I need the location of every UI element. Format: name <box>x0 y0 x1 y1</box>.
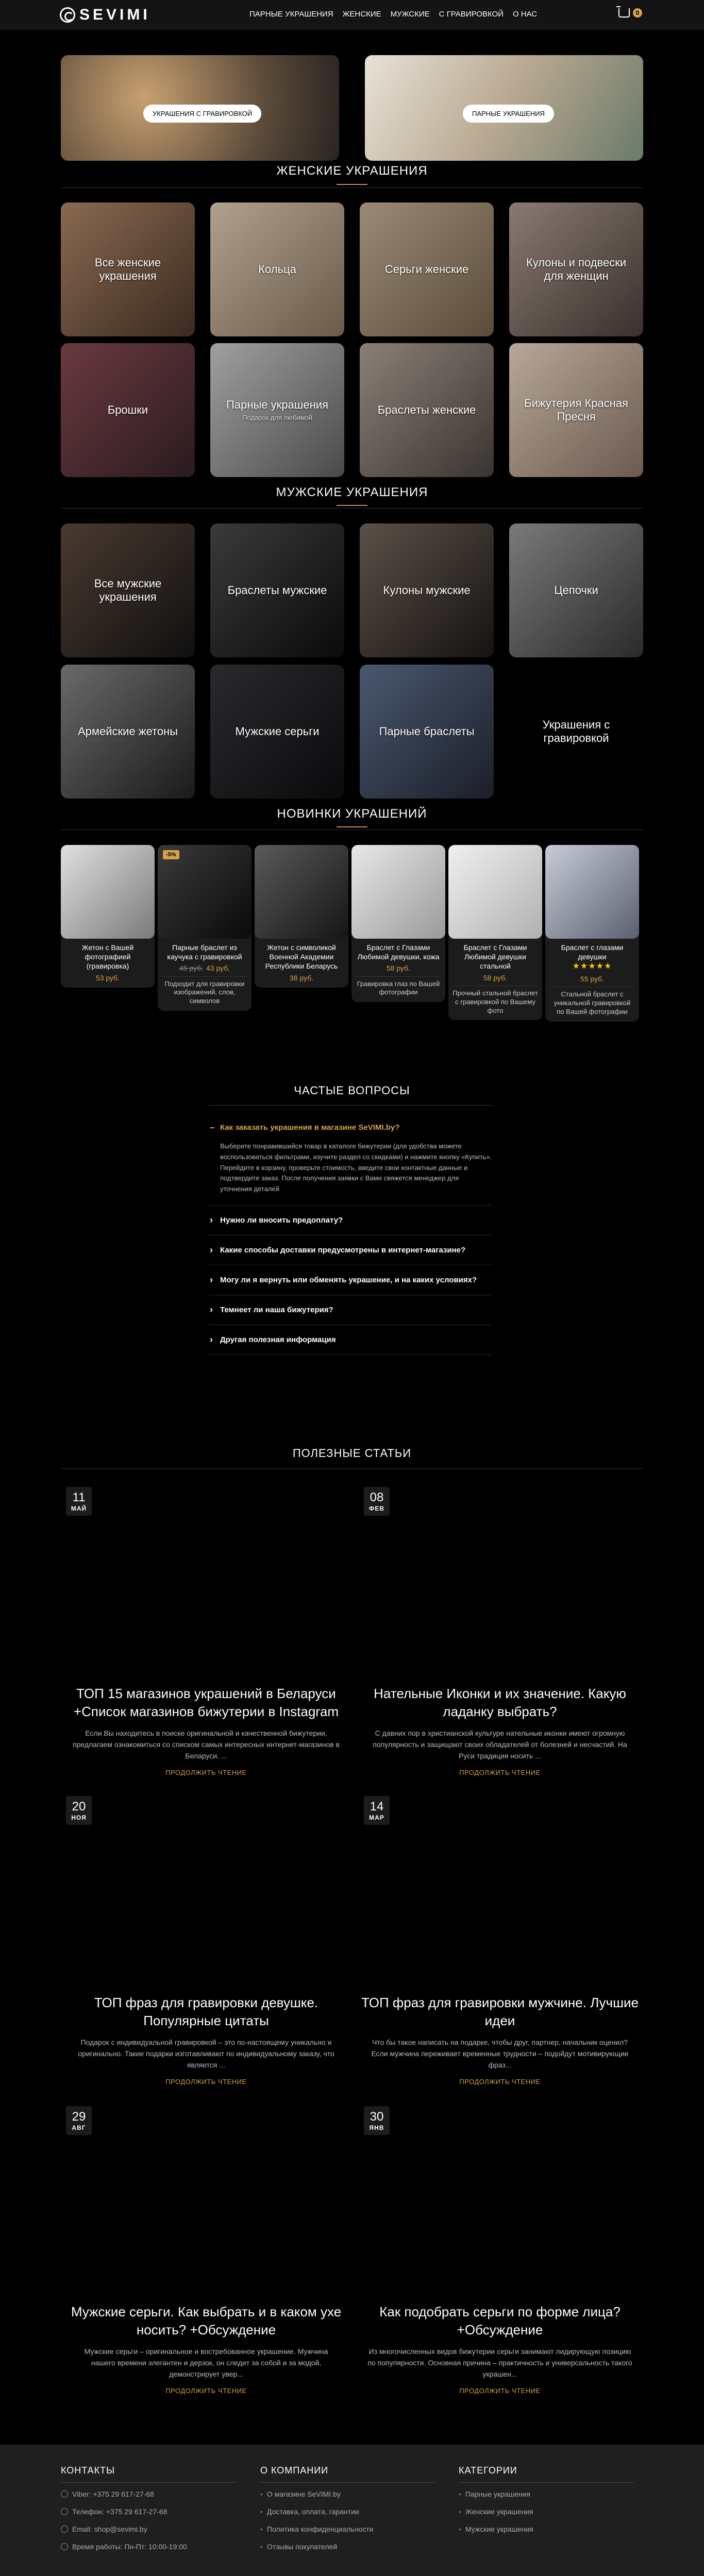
cart-icon <box>618 8 630 18</box>
product-card[interactable] <box>545 845 639 1022</box>
date-badge <box>364 1796 390 1825</box>
product-image[interactable] <box>351 845 445 939</box>
tile-women-all[interactable] <box>61 202 195 336</box>
faq-item[interactable] <box>209 1295 492 1325</box>
date-month: НОЯ <box>71 1814 87 1821</box>
date-day: 08 <box>370 1490 384 1504</box>
tile-army-tags[interactable] <box>61 665 195 799</box>
date-month: МАР <box>369 1814 384 1821</box>
article-excerpt: Подарок с индивидуальной гравировкой – это по-настоящему уникально и оригинально. Такие подарки изготавливают по индивидуальному заказу, что является ... <box>78 2038 334 2069</box>
product-name[interactable]: Браслет с Глазами Любимой девушки стальной <box>463 943 527 971</box>
faq-item[interactable] <box>209 1235 492 1265</box>
footer-categories-title: КАТЕГОРИИ <box>459 2465 634 2483</box>
date-day: 14 <box>370 1800 384 1814</box>
article-title[interactable]: ТОП 15 магазинов украшений в Беларуси +Список магазинов бижутерии в Instagram <box>73 1686 339 1720</box>
tile-engraved-jewelry[interactable] <box>509 665 643 799</box>
title-accent <box>337 505 367 506</box>
date-month: МАЙ <box>71 1505 87 1512</box>
logo-icon <box>60 7 75 23</box>
footer-viber[interactable]: Viber: +375 29 617-27-68 <box>72 2490 154 2498</box>
product-card[interactable] <box>351 845 445 1002</box>
product-price: 58 руб. <box>386 964 411 973</box>
product-price: 43 руб. <box>206 964 230 973</box>
nav-item-about[interactable]: О НАС <box>512 10 538 19</box>
tile-bracelets-men[interactable] <box>210 523 344 657</box>
bullet-icon: • <box>260 2490 263 2498</box>
nav-item-men[interactable]: МУЖСКИЕ <box>390 10 430 19</box>
banner-pair[interactable] <box>365 55 643 161</box>
article-title[interactable]: Как подобрать серьги по форме лица? +Обсуждение <box>379 2304 621 2338</box>
faq-item[interactable] <box>209 1325 492 1355</box>
tile-label: Парные украшения <box>226 398 328 411</box>
article-card <box>62 1685 350 1776</box>
product-card[interactable] <box>61 845 155 988</box>
article-title[interactable]: Нательные Иконки и их значение. Какую ладанку выбрать? <box>374 1686 626 1720</box>
date-day: 29 <box>72 2110 86 2124</box>
read-more-link[interactable]: ПРОДОЛЖИТЬ ЧТЕНИЕ <box>165 1769 247 1777</box>
divider <box>61 508 643 509</box>
date-month: ЯНВ <box>369 2124 384 2131</box>
tile-label: Серьги женские <box>384 262 469 276</box>
article-card <box>356 1994 644 2086</box>
site-header <box>0 0 704 30</box>
banner-pair-button[interactable]: ПАРНЫЕ УКРАШЕНИЯ <box>463 105 554 123</box>
tile-label: Мужские серьги <box>235 724 320 738</box>
tile-label: Кулоны и подвески для женщин <box>526 256 627 282</box>
tile-earrings-men[interactable] <box>210 665 344 799</box>
footer-contacts <box>61 2465 236 2560</box>
faq-question[interactable]: Темнеет ли наша бижутерия? <box>220 1305 333 1314</box>
date-day: 11 <box>72 1490 86 1504</box>
divider <box>61 1468 643 1469</box>
viber-icon <box>61 2490 68 2498</box>
tile-label: Украшения с гравировкой <box>542 718 610 744</box>
product-name[interactable]: Жетон с Вашей фотографией (гравировка) <box>81 943 134 971</box>
tile-rings[interactable] <box>210 202 344 336</box>
date-badge <box>364 1487 390 1516</box>
tile-pendants-women[interactable] <box>509 202 643 336</box>
faq-question[interactable]: Какие способы доставки предусмотрены в интернет-магазине? <box>220 1245 466 1255</box>
date-badge <box>66 1487 92 1516</box>
faq-list <box>209 1113 492 1355</box>
faq-item-open[interactable] <box>209 1113 492 1206</box>
title-accent <box>337 826 367 827</box>
clock-icon <box>61 2543 68 2550</box>
product-description: Гравировка глаз по Вашей фотографии <box>356 976 441 997</box>
faq-answer: Выберите понравившийся товар в каталоге бижутерии (для удобства можете воспользоваться фильтрами, изучите раздел со скидками) и нажмите кнопку «Купить». Перейдите в корзину, проверьте стоимость, введите свои контактные данные и подтвердите заказ. После получения заявки с Вами свяжется менеджер для уточнения деталей <box>220 1142 492 1193</box>
product-image[interactable] <box>61 845 155 939</box>
date-badge <box>66 2106 92 2135</box>
product-image[interactable] <box>448 845 542 939</box>
tile-label: Все женские украшения <box>94 256 161 282</box>
footer-link[interactable]: Мужские украшения <box>465 2525 533 2533</box>
tile-label: Браслеты женские <box>377 403 476 416</box>
read-more-link[interactable]: ПРОДОЛЖИТЬ ЧТЕНИЕ <box>459 1769 541 1777</box>
date-month: АВГ <box>72 2124 86 2131</box>
nav-item-engraving[interactable]: С ГРАВИРОВКОЙ <box>439 10 504 19</box>
faq-question[interactable]: Другая полезная информация <box>220 1335 336 1344</box>
article-excerpt: С давних пор в христианской культуре нательные иконки имеют огромную популярность и защищают своих обладателей от болезней и несчастий. На Руси традиция носить ... <box>373 1729 627 1760</box>
main-nav <box>249 10 537 19</box>
product-price: 53 руб. <box>95 973 120 982</box>
men-section-title: МУЖСКИЕ УКРАШЕНИЯ <box>276 485 428 499</box>
logo-text: SEVIMI <box>79 6 150 23</box>
date-day: 30 <box>370 2110 384 2124</box>
article-card <box>356 1685 644 1776</box>
cart-count-badge: 0 <box>633 8 642 18</box>
footer-about <box>260 2465 435 2560</box>
sale-badge: -5% <box>163 850 179 859</box>
article-title[interactable]: ТОП фраз для гравировки девушке. Популярные цитаты <box>94 1995 319 2029</box>
product-price: 58 руб. <box>483 973 508 982</box>
footer-phone[interactable]: Телефон: +375 29 617-27-68 <box>72 2507 167 2516</box>
article-excerpt: Что бы такое написать на подарке, чтобы друг, партнер, начальник оценил? Если мужчина переживает временные трудности – подойдут мотивирующие фраз... <box>371 2038 629 2069</box>
bullet-icon: • <box>260 2543 263 2551</box>
tile-label: Цепочки <box>554 583 598 597</box>
tile-label: Брошки <box>107 403 148 416</box>
tile-label: Армейские жетоны <box>77 724 178 738</box>
tile-pendants-men[interactable] <box>360 523 494 657</box>
faq-question[interactable]: Могу ли я вернуть или обменять украшение, и на каких условиях? <box>220 1275 477 1284</box>
read-more-link[interactable]: ПРОДОЛЖИТЬ ЧТЕНИЕ <box>459 2078 541 2086</box>
logo[interactable] <box>60 6 150 24</box>
date-badge <box>66 1796 92 1825</box>
footer-about-title: О КОМПАНИИ <box>260 2465 435 2483</box>
phone-icon <box>61 2508 68 2515</box>
product-name[interactable]: Жетон с символикой Военной Академии Республики Беларусь <box>265 943 338 971</box>
footer-categories <box>459 2465 634 2543</box>
divider <box>61 829 643 830</box>
tile-chains[interactable] <box>509 523 643 657</box>
faq-question[interactable]: – Как заказать украшения в магазине SeVIMI.by? <box>220 1123 400 1132</box>
tile-label: Кольца <box>258 262 296 276</box>
product-name[interactable]: Браслет с глазами девушки <box>561 943 624 961</box>
nav-item-pair[interactable]: ПАРНЫЕ УКРАШЕНИЯ <box>249 10 333 19</box>
email-icon <box>61 2526 68 2533</box>
product-card[interactable] <box>255 845 348 988</box>
product-image[interactable] <box>545 845 639 939</box>
banner-engraving[interactable] <box>61 55 339 161</box>
product-old-price: 45 руб. <box>179 964 203 973</box>
tile-label: Бижутерия Красная Пресня <box>524 396 628 423</box>
tile-sublabel: Подарок для любимой <box>242 414 313 422</box>
product-card[interactable] <box>158 845 252 1011</box>
divider <box>209 1105 492 1106</box>
tile-brooches[interactable] <box>61 343 195 477</box>
footer-email[interactable]: Email: shop@sevimi.by <box>72 2525 147 2533</box>
new-section-title: НОВИНКИ УКРАШЕНИЙ <box>277 807 427 821</box>
read-more-link[interactable]: ПРОДОЛЖИТЬ ЧТЕНИЕ <box>459 2387 541 2395</box>
bullet-icon: • <box>260 2525 263 2533</box>
bullet-icon: • <box>459 2490 461 2498</box>
rating-stars: ★★★★★ <box>572 962 612 971</box>
read-more-link[interactable]: ПРОДОЛЖИТЬ ЧТЕНИЕ <box>165 2387 247 2395</box>
tile-label: Парные браслеты <box>379 724 475 738</box>
bullet-icon: • <box>459 2507 461 2516</box>
nav-item-women[interactable]: ЖЕНСКИЕ <box>342 10 381 19</box>
product-description: Подходит для гравировки изображений, слов, символов <box>162 976 247 1006</box>
tile-earrings-women[interactable] <box>360 202 494 336</box>
footer-link[interactable]: Парные украшения <box>465 2490 530 2498</box>
article-card <box>62 2303 350 2395</box>
read-more-link[interactable]: ПРОДОЛЖИТЬ ЧТЕНИЕ <box>165 2078 247 2086</box>
bullet-icon: • <box>260 2507 263 2516</box>
article-card <box>356 2303 644 2395</box>
product-price: 55 руб. <box>580 975 605 984</box>
tile-men-all[interactable] <box>61 523 195 657</box>
date-badge <box>364 2106 390 2135</box>
product-price: 38 руб. <box>289 973 314 982</box>
tile-krasnaya-presnya[interactable] <box>509 343 643 477</box>
footer-link[interactable]: Политика конфиденциальности <box>266 2525 374 2533</box>
women-section-title: ЖЕНСКИЕ УКРАШЕНИЯ <box>276 164 428 178</box>
faq-item[interactable] <box>209 1206 492 1235</box>
cart-button[interactable] <box>618 8 642 18</box>
tile-pair-jewelry[interactable] <box>210 343 344 477</box>
tile-bracelets-women[interactable] <box>360 343 494 477</box>
product-description: Стальной браслет с уникальной гравировкой по Вашей фотографии <box>549 987 635 1016</box>
tile-label: Все мужские украшения <box>94 577 162 603</box>
article-excerpt: Из многочисленных видов бижутерии серьги занимают лидирующую позицию по популярности. Основная причина – практичность и универсальность такого украшен... <box>367 2347 632 2378</box>
product-card[interactable] <box>448 845 542 1020</box>
tile-label: Браслеты мужские <box>227 583 327 597</box>
product-name[interactable]: Парные браслет из каучука с гравировкой <box>167 943 242 961</box>
footer-link[interactable]: Доставка, оплата, гарантии <box>266 2507 359 2516</box>
footer-link[interactable]: Женские украшения <box>465 2507 533 2516</box>
article-excerpt: Если Вы находитесь в поиске оригинальной и качественной бижутерии, предлагаем ознакомиться со списком самых интересных интернет-магазинов в Беларуси. ... <box>72 1729 340 1760</box>
product-description: Прочный стальной браслет с гравировкой по Вашему фото <box>452 986 538 1015</box>
articles-title: ПОЛЕЗНЫЕ СТАТЬИ <box>292 1447 412 1460</box>
faq-item[interactable] <box>209 1265 492 1295</box>
tile-pair-bracelets[interactable] <box>360 665 494 799</box>
title-accent <box>337 184 367 185</box>
bullet-icon: • <box>459 2525 461 2533</box>
footer-link[interactable]: Отзывы покупателей <box>266 2543 338 2551</box>
footer-link[interactable]: О магазине SeVIMI.by <box>266 2490 341 2498</box>
faq-title: ЧАСТЫЕ ВОПРОСЫ <box>294 1084 410 1097</box>
date-month: ФЕВ <box>369 1505 384 1512</box>
footer-contacts-title: КОНТАКТЫ <box>61 2465 236 2483</box>
faq-question[interactable]: Нужно ли вносить предоплату? <box>220 1215 343 1225</box>
banner-engraving-button[interactable]: УКРАШЕНИЯ С ГРАВИРОВКОЙ <box>143 105 261 123</box>
tile-label: Кулоны мужские <box>383 583 471 597</box>
date-day: 20 <box>72 1800 86 1814</box>
product-image[interactable] <box>255 845 348 939</box>
product-image[interactable] <box>158 845 252 939</box>
article-card <box>62 1994 350 2086</box>
article-excerpt: Мужские серьги – оригинальное и востребованное украшение. Мужчина нашего времени элегантен и дерзок, он следит за собой и за модой, демонстрирует увер... <box>84 2347 328 2378</box>
article-title[interactable]: ТОП фраз для гравировки мужчине. Лучшие идеи <box>361 1995 639 2029</box>
footer-hours: Время работы: Пн-Пт: 10:00-19:00 <box>72 2543 187 2551</box>
site-footer <box>0 2445 704 2576</box>
product-name[interactable]: Браслет с Глазами Любимой девушки, кожа <box>357 943 440 961</box>
article-title[interactable]: Мужские серьги. Как выбрать и в каком ухе носить? +Обсуждение <box>71 2304 342 2338</box>
